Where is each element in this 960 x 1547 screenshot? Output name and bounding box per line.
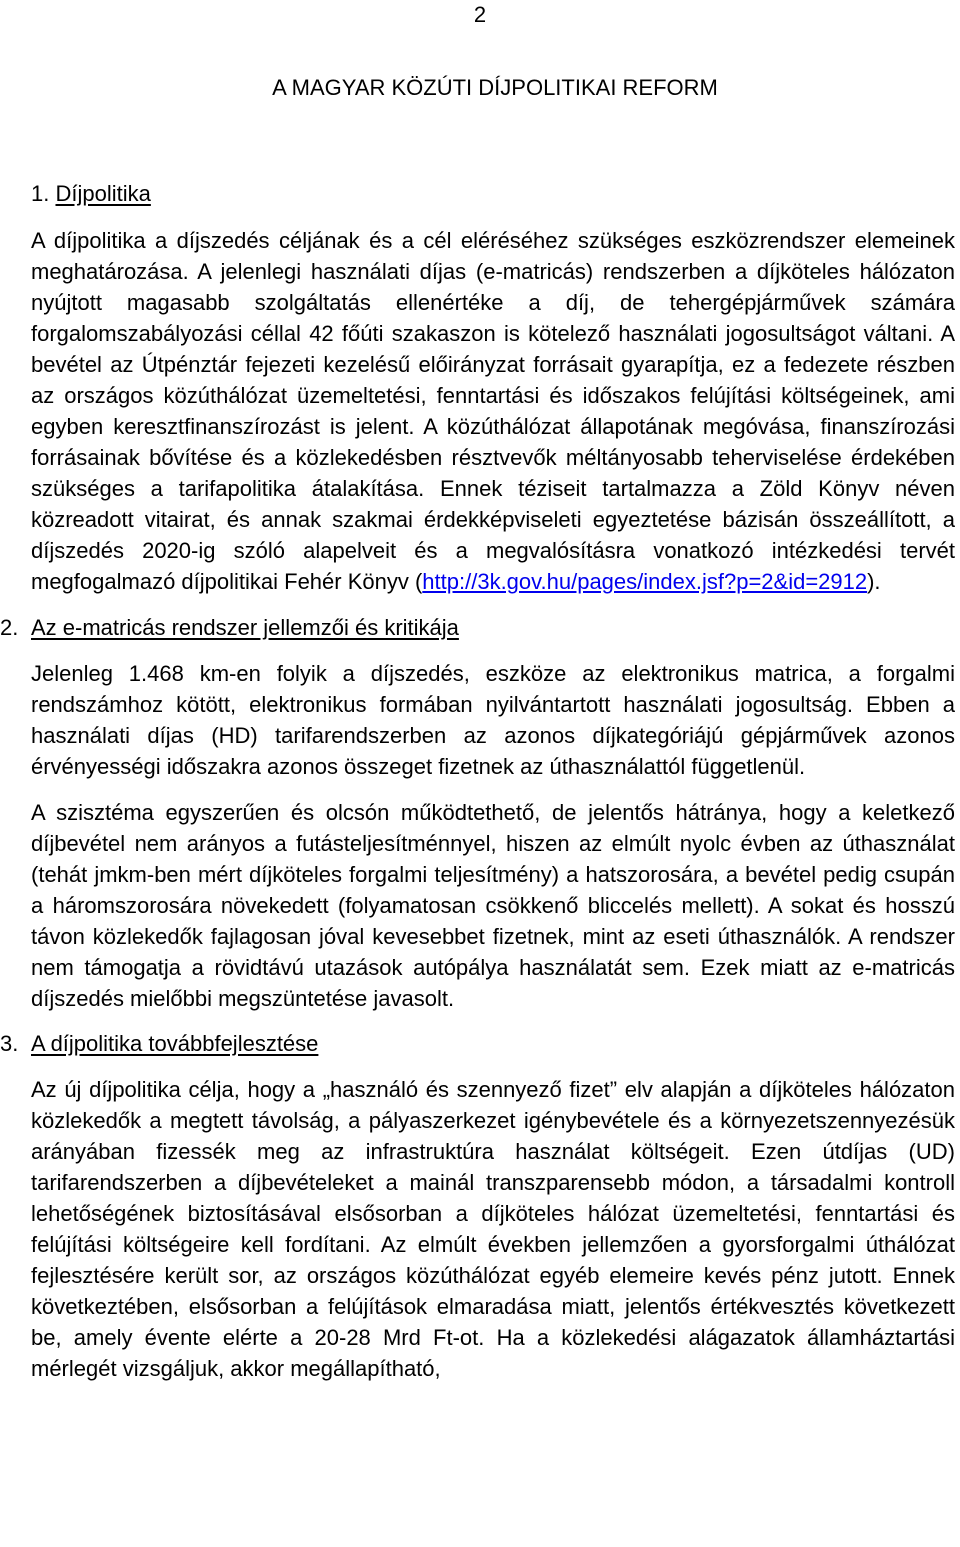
fehér-könyv-link[interactable]: http://3k.gov.hu/pages/index.jsf?p=2&id=2912: [422, 569, 868, 594]
section-number: 1.: [31, 181, 50, 206]
section-title: Az e-matricás rendszer jellemzői és kritikája: [31, 615, 459, 640]
section-title: A díjpolitika továbbfejlesztése: [31, 1031, 319, 1056]
page-number: 2: [473, 2, 487, 27]
section-number: 2.: [0, 615, 19, 640]
section-heading-1: [31, 179, 955, 209]
section-heading-3: [0, 1029, 955, 1059]
paragraph: A szisztéma egyszerűen és olcsón működtethető, de jelentős hátránya, hogy a keletkező díjbevétel nem arányos a futásteljesítménnyel, hiszen az elmúlt nyolc évben az úthasználat (tehát jmkm-ben mért díjköteles forgalmi teljesítmény) a hatszorosára, a bevétel pedig csupán a háromszorosára növekedett (folyamatosan csökkenő bliccelés mellett). A sokat és hosszú távon közlekedők fajlagosan jóval kevesebbet fizetnek, mint az eseti úthasználók. A rendszer nem támogatja a rövidtávú utazások autópálya használatát sem. Ezek miatt az e-matricás díjszedés mielőbbi megszüntetése javasolt.: [31, 800, 955, 1011]
section-heading-2: [0, 613, 955, 643]
paragraph: A díjpolitika a díjszedés céljának és a cél eléréséhez szükséges eszközrendszer elemeinek meghatározása. A jelenlegi használati díjas (e-matricás) rendszerben a díjköteles hálózaton nyújtott magasabb szolgáltatás ellenértéke a díj, de tehergépjárművek számára forgalomszabályozási céllal 42 főúti szakaszon is kötelező használati jogosultságot váltani. A bevétel az Útpénztár fejezeti kezelésű előirányzat forrásait gyarapítja, ez a fedezete részben az országos közúthálózat üzemeltetési, fenntartási és időszakos felújítási költségeinek, ami egyben keresztfinanszírozást is jelent. A közúthálózat állapotának megóvása, finanszírozási forrásainak bővítése és a közlekedésben résztvevők méltányosabb teherviselése érdekében szükséges a tarifapolitika átalakítása. Ennek téziseit tartalmazza a Zöld Könyv néven közreadott vitairat, és annak szakmai érdekképviseleti egyeztetése bázisán összeállított, a díjszedés 2020-ig szóló alapelveit és a megvalósításra vonatkozó intézkedési tervét megfogalmazó díjpolitikai Fehér Könyv (http://3k.gov.hu/pages/index.jsf?p=2&id=2912).: [31, 228, 955, 594]
paragraph: Az új díjpolitika célja, hogy a „használó és szennyező fizet” elv alapján a díjköteles hálózaton közlekedők a megtett távolság, a pályaszerkezet igénybevétele és a környezetszennyezésük arányában fizessék meg az infrastruktúra használat költségeit. Ezen útdíjas (UD) tarifarendszerben a díjbevételeket a mainál transzparensebb módon, a társadalmi kontroll lehetőségének biztosításával elsősorban a díjköteles hálózat üzemeltetési, fenntartási és felújítási költségeire kell fordítani. Az elmúlt években jellemzően a gyorsforgalmi úthálózat fejlesztésére került sor, az országos közúthálózat egyéb elemeire kevés pénz jutott. Ennek következtében, elsősorban a felújítások elmaradása miatt, jelentős értékvesztés következett be, amely évente elérte a 20-28 Mrd Ft-ot. Ha a közlekedési alágazatok államháztartási mérlegét vizsgáljuk, akkor megállapítható,: [31, 1077, 955, 1381]
document-body: [0, 73, 955, 1384]
section-number: 3.: [0, 1031, 19, 1056]
document-title: A MAGYAR KÖZÚTI DÍJPOLITIKAI REFORM: [272, 75, 718, 100]
paragraph: Jelenleg 1.468 km-en folyik a díjszedés, eszköze az elektronikus matrica, a forgalmi rendszámhoz kötött, elektronikus formában nyilvántartott használati jogosultság. Ebben a használati díjas (HD) tarifarendszerben az azonos díjkategóriájú gépjárművek azonos érvényességi időszakra azonos összeget fizetnek az úthasználattól függetlenül.: [31, 661, 955, 779]
section-title: Díjpolitika: [55, 181, 151, 206]
